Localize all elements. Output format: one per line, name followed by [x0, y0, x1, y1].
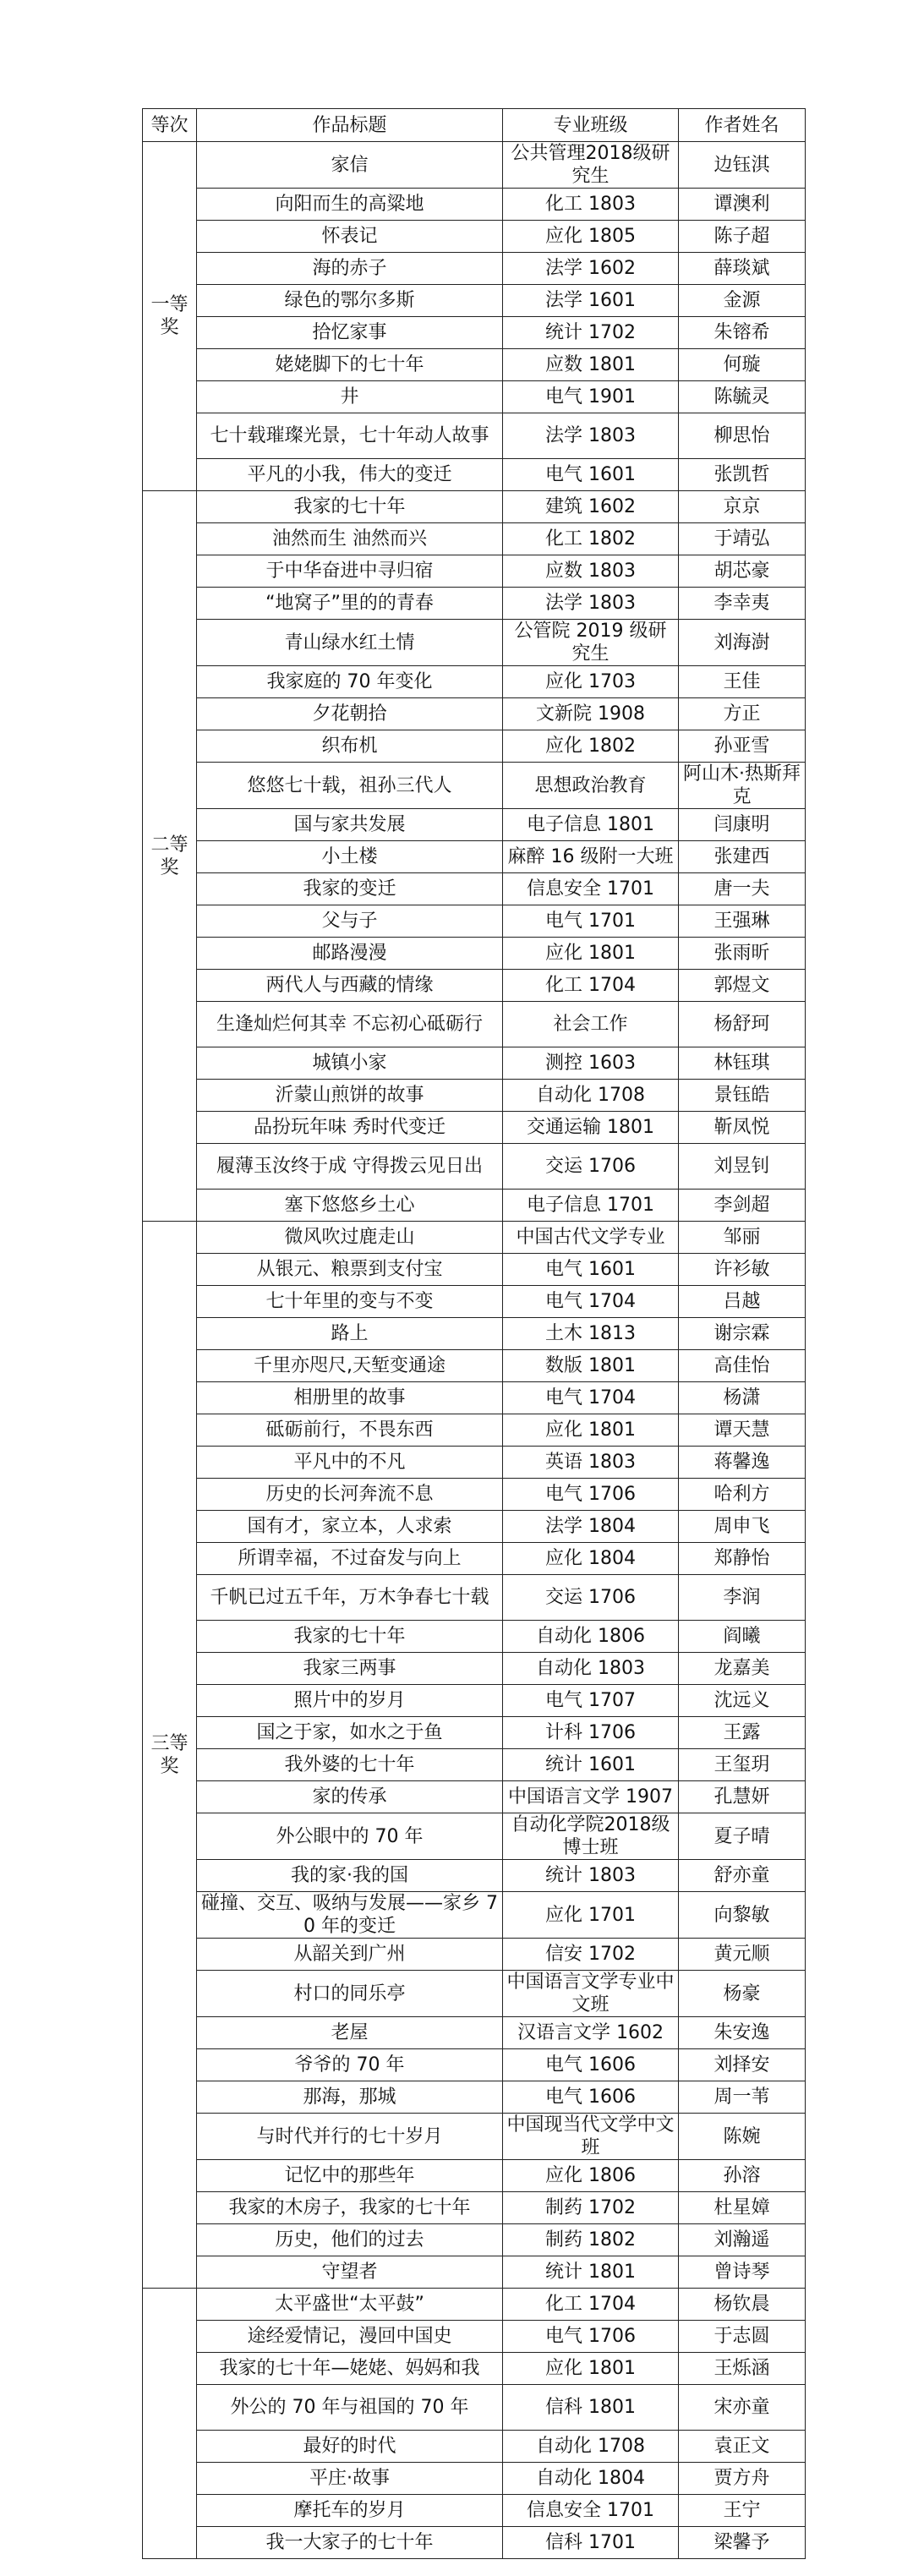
cell-author: 张建西 [679, 841, 806, 873]
cell-author: 曾诗琴 [679, 2256, 806, 2289]
cell-title: 我家的变迁 [197, 873, 503, 905]
cell-class: 电气 1701 [503, 905, 679, 938]
table-row [143, 1447, 806, 1479]
cell-title: 我一大家子的七十年 [197, 2527, 503, 2559]
cell-title: 从银元、粮票到支付宝 [197, 1254, 503, 1286]
cell-author: 杨舒珂 [679, 1002, 806, 1047]
cell-class: 应数 1803 [503, 555, 679, 588]
prize-level-cell: 三等奖 [143, 1222, 197, 2289]
table-row [143, 763, 806, 809]
table-row [143, 2192, 806, 2224]
award-table [142, 108, 806, 2559]
table-row [143, 2224, 806, 2256]
table-row [143, 2114, 806, 2160]
header-class: 专业班级 [503, 109, 679, 142]
table-row [143, 1860, 806, 1892]
cell-title: 品扮玩年味 秀时代变迁 [197, 1112, 503, 1144]
cell-author: 刘择安 [679, 2049, 806, 2081]
cell-author: 杨潇 [679, 1382, 806, 1414]
cell-class: 英语 1803 [503, 1447, 679, 1479]
cell-class: 电气 1606 [503, 2081, 679, 2114]
cell-author: 阎曦 [679, 1621, 806, 1653]
table-row [143, 1621, 806, 1653]
table-row [143, 970, 806, 1002]
cell-title: 最好的时代 [197, 2431, 503, 2463]
cell-class: 应化 1801 [503, 1414, 679, 1447]
table-row [143, 1222, 806, 1254]
cell-author: 金源 [679, 285, 806, 317]
table-row [143, 1144, 806, 1190]
cell-title: 所谓幸福，不过奋发与向上 [197, 1543, 503, 1575]
table-row [143, 1318, 806, 1350]
cell-title: 国之于家，如水之于鱼 [197, 1717, 503, 1749]
cell-title: 向阳而生的高粱地 [197, 189, 503, 221]
cell-title: 织布机 [197, 730, 503, 763]
cell-title: 油然而生 油然而兴 [197, 523, 503, 555]
cell-class: 中国语言文学专业中文班 [503, 1971, 679, 2017]
cell-class: 应化 1703 [503, 666, 679, 698]
table-row [143, 1939, 806, 1971]
cell-title: 外公的 70 年与祖国的 70 年 [197, 2385, 503, 2431]
cell-class: 法学 1601 [503, 285, 679, 317]
cell-title: 微风吹过鹿走山 [197, 1222, 503, 1254]
cell-class: 交通运输 1801 [503, 1112, 679, 1144]
cell-class: 法学 1803 [503, 413, 679, 459]
cell-author: 王露 [679, 1717, 806, 1749]
cell-title: 相册里的故事 [197, 1382, 503, 1414]
table-row [143, 809, 806, 841]
cell-title: 千帆已过五千年，万木争春七十载 [197, 1575, 503, 1621]
cell-author: 王强琳 [679, 905, 806, 938]
cell-author: 高佳怡 [679, 1350, 806, 1382]
cell-class: 制药 1802 [503, 2224, 679, 2256]
table-row [143, 2385, 806, 2431]
table-row [143, 1781, 806, 1813]
table-row [143, 1002, 806, 1047]
cell-author: 王玺玥 [679, 1749, 806, 1781]
cell-title: 我家的七十年 [197, 1621, 503, 1653]
cell-title: 记忆中的那些年 [197, 2160, 503, 2192]
cell-author: 王宁 [679, 2495, 806, 2527]
table-row [143, 1350, 806, 1382]
cell-class: 自动化 1806 [503, 1621, 679, 1653]
cell-author: 于志圆 [679, 2321, 806, 2353]
cell-author: 杨钦晨 [679, 2289, 806, 2321]
cell-title: 国有才，家立本，人求索 [197, 1511, 503, 1543]
table-row [143, 555, 806, 588]
cell-author: 黄元顺 [679, 1939, 806, 1971]
cell-author: 景钰皓 [679, 1080, 806, 1112]
cell-class: 应数 1801 [503, 349, 679, 381]
cell-class: 电气 1707 [503, 1685, 679, 1717]
cell-title: 我家的七十年 [197, 491, 503, 523]
cell-class: 自动化 1708 [503, 2431, 679, 2463]
cell-author: 宋亦童 [679, 2385, 806, 2431]
cell-class: 统计 1601 [503, 1749, 679, 1781]
table-row [143, 1653, 806, 1685]
table-row [143, 459, 806, 491]
table-row [143, 142, 806, 189]
header-title: 作品标题 [197, 109, 503, 142]
cell-class: 中国语言文学 1907 [503, 1781, 679, 1813]
cell-title: 千里亦咫尺,天堑变通途 [197, 1350, 503, 1382]
table-row [143, 1543, 806, 1575]
cell-class: 电气 1601 [503, 1254, 679, 1286]
cell-class: 信科 1701 [503, 2527, 679, 2559]
cell-title: 海的赤子 [197, 253, 503, 285]
table-row [143, 730, 806, 763]
cell-author: 薛琰斌 [679, 253, 806, 285]
cell-author: 张凯哲 [679, 459, 806, 491]
cell-author: 李幸夷 [679, 588, 806, 620]
cell-class: 麻醉 16 级附一大班 [503, 841, 679, 873]
table-row [143, 2160, 806, 2192]
cell-class: 信息安全 1701 [503, 873, 679, 905]
cell-title: 砥砺前行，不畏东西 [197, 1414, 503, 1447]
cell-title: 平凡的小我，伟大的变迁 [197, 459, 503, 491]
cell-author: 郭煜文 [679, 970, 806, 1002]
cell-class: 应化 1801 [503, 2353, 679, 2385]
cell-class: 计科 1706 [503, 1717, 679, 1749]
cell-class: 交运 1706 [503, 1144, 679, 1190]
cell-title: 我家的七十年—姥姥、妈妈和我 [197, 2353, 503, 2385]
cell-author: 杜星嫜 [679, 2192, 806, 2224]
cell-title: 邮路漫漫 [197, 938, 503, 970]
cell-author: 周申飞 [679, 1511, 806, 1543]
cell-class: 应化 1701 [503, 1892, 679, 1939]
table-body [143, 142, 806, 2559]
cell-class: 信科 1801 [503, 2385, 679, 2431]
table-row [143, 253, 806, 285]
cell-title: 国与家共发展 [197, 809, 503, 841]
table-row [143, 1685, 806, 1717]
cell-class: 自动化 1708 [503, 1080, 679, 1112]
cell-author: 李剑超 [679, 1190, 806, 1222]
table-row [143, 1112, 806, 1144]
table-row [143, 2321, 806, 2353]
cell-author: 贾方舟 [679, 2463, 806, 2495]
cell-class: 电子信息 1801 [503, 809, 679, 841]
cell-title: 外公眼中的 70 年 [197, 1813, 503, 1860]
cell-class: 化工 1704 [503, 970, 679, 1002]
cell-author: 陈子超 [679, 221, 806, 253]
cell-class: 电子信息 1701 [503, 1190, 679, 1222]
table-row [143, 620, 806, 666]
table-row [143, 285, 806, 317]
cell-class: 信息安全 1701 [503, 2495, 679, 2527]
cell-class: 社会工作 [503, 1002, 679, 1047]
cell-class: 土木 1813 [503, 1318, 679, 1350]
cell-author: 夏子晴 [679, 1813, 806, 1860]
cell-class: 测控 1603 [503, 1047, 679, 1080]
cell-author: 朱安逸 [679, 2017, 806, 2049]
cell-author: 刘海澍 [679, 620, 806, 666]
prize-level-cell: 一等奖 [143, 142, 197, 491]
cell-author: 柳思怡 [679, 413, 806, 459]
cell-title: 途经爱情记，漫回中国史 [197, 2321, 503, 2353]
cell-author: 闫康明 [679, 809, 806, 841]
cell-class: 自动化学院2018级博士班 [503, 1813, 679, 1860]
prize-level-cell [143, 2289, 197, 2559]
cell-title: 夕花朝拾 [197, 698, 503, 730]
cell-class: 思想政治教育 [503, 763, 679, 809]
cell-title: 我家的木房子，我家的七十年 [197, 2192, 503, 2224]
cell-title: 父与子 [197, 905, 503, 938]
table-row [143, 1813, 806, 1860]
cell-class: 化工 1803 [503, 189, 679, 221]
cell-class: 统计 1803 [503, 1860, 679, 1892]
cell-author: 谢宗霖 [679, 1318, 806, 1350]
table-row [143, 189, 806, 221]
cell-title: 那海，那城 [197, 2081, 503, 2114]
cell-author: 刘昱钊 [679, 1144, 806, 1190]
cell-author: 何璇 [679, 349, 806, 381]
cell-author: 方正 [679, 698, 806, 730]
cell-title: 井 [197, 381, 503, 413]
header-author: 作者姓名 [679, 109, 806, 142]
cell-title: 守望者 [197, 2256, 503, 2289]
cell-title: 怀表记 [197, 221, 503, 253]
cell-author: 吕越 [679, 1286, 806, 1318]
cell-title: 家信 [197, 142, 503, 189]
table-row [143, 2081, 806, 2114]
table-row [143, 1414, 806, 1447]
cell-author: 王佳 [679, 666, 806, 698]
table-row [143, 873, 806, 905]
cell-title: 七十载璀璨光景，七十年动人故事 [197, 413, 503, 459]
table-row [143, 2289, 806, 2321]
table-row [143, 1382, 806, 1414]
cell-author: 孔慧妍 [679, 1781, 806, 1813]
cell-author: 袁正文 [679, 2431, 806, 2463]
cell-author: 张雨昕 [679, 938, 806, 970]
cell-author: 朱镕希 [679, 317, 806, 349]
table-row [143, 1479, 806, 1511]
cell-title: 青山绿水红土情 [197, 620, 503, 666]
cell-author: 邹丽 [679, 1222, 806, 1254]
cell-author: 胡芯豪 [679, 555, 806, 588]
table-row [143, 1286, 806, 1318]
table-row [143, 938, 806, 970]
cell-class: 电气 1901 [503, 381, 679, 413]
table-row [143, 2353, 806, 2385]
table-row [143, 841, 806, 873]
cell-class: 电气 1706 [503, 1479, 679, 1511]
cell-class: 应化 1804 [503, 1543, 679, 1575]
table-row [143, 491, 806, 523]
cell-author: 郑静怡 [679, 1543, 806, 1575]
table-row [143, 588, 806, 620]
table-row [143, 221, 806, 253]
cell-title: 我家庭的 70 年变化 [197, 666, 503, 698]
cell-class: 法学 1803 [503, 588, 679, 620]
cell-author: 李润 [679, 1575, 806, 1621]
cell-title: 拾忆家事 [197, 317, 503, 349]
cell-author: 京京 [679, 491, 806, 523]
cell-title: 爷爷的 70 年 [197, 2049, 503, 2081]
cell-author: 谭天慧 [679, 1414, 806, 1447]
cell-class: 文新院 1908 [503, 698, 679, 730]
cell-class: 信安 1702 [503, 1939, 679, 1971]
table-row [143, 2431, 806, 2463]
cell-author: 杨豪 [679, 1971, 806, 2017]
table-row [143, 1892, 806, 1939]
cell-title: 我外婆的七十年 [197, 1749, 503, 1781]
cell-class: 应化 1805 [503, 221, 679, 253]
table-row [143, 1575, 806, 1621]
table-row [143, 1971, 806, 2017]
cell-title: 生逢灿烂何其幸 不忘初心砥砺行 [197, 1002, 503, 1047]
table-row [143, 698, 806, 730]
cell-title: 悠悠七十载，祖孙三代人 [197, 763, 503, 809]
table-row [143, 905, 806, 938]
table-row [143, 2495, 806, 2527]
table-row [143, 1511, 806, 1543]
cell-class: 应化 1802 [503, 730, 679, 763]
cell-title: 家的传承 [197, 1781, 503, 1813]
cell-author: 梁馨予 [679, 2527, 806, 2559]
cell-title: 摩托车的岁月 [197, 2495, 503, 2527]
cell-author: 周一苇 [679, 2081, 806, 2114]
cell-title: 小土楼 [197, 841, 503, 873]
cell-title: 平庄·故事 [197, 2463, 503, 2495]
table-row [143, 1749, 806, 1781]
table-row [143, 666, 806, 698]
header-row [143, 109, 806, 142]
table-row [143, 1080, 806, 1112]
cell-title: “地窝子”里的的青春 [197, 588, 503, 620]
cell-title: 从韶关到广州 [197, 1939, 503, 1971]
cell-class: 交运 1706 [503, 1575, 679, 1621]
table-row [143, 1047, 806, 1080]
header-rank: 等次 [143, 109, 197, 142]
table-row [143, 2463, 806, 2495]
cell-class: 电气 1601 [503, 459, 679, 491]
cell-class: 电气 1704 [503, 1286, 679, 1318]
cell-author: 沈远义 [679, 1685, 806, 1717]
cell-class: 制药 1702 [503, 2192, 679, 2224]
prize-level-cell: 二等奖 [143, 491, 197, 1222]
cell-title: 城镇小家 [197, 1047, 503, 1080]
cell-title: 绿色的鄂尔多斯 [197, 285, 503, 317]
table-row [143, 2017, 806, 2049]
cell-class: 法学 1804 [503, 1511, 679, 1543]
table-row [143, 1717, 806, 1749]
table-row [143, 349, 806, 381]
cell-title: 碰撞、交互、吸纳与发展——家乡 70 年的变迁 [197, 1892, 503, 1939]
cell-class: 应化 1806 [503, 2160, 679, 2192]
cell-title: 历史，他们的过去 [197, 2224, 503, 2256]
cell-class: 统计 1702 [503, 317, 679, 349]
cell-author: 向黎敏 [679, 1892, 806, 1939]
cell-title: 照片中的岁月 [197, 1685, 503, 1717]
cell-class: 建筑 1602 [503, 491, 679, 523]
cell-class: 化工 1704 [503, 2289, 679, 2321]
cell-class: 数版 1801 [503, 1350, 679, 1382]
cell-author: 陈婉 [679, 2114, 806, 2160]
cell-title: 太平盛世“太平鼓” [197, 2289, 503, 2321]
cell-class: 自动化 1804 [503, 2463, 679, 2495]
cell-class: 法学 1602 [503, 253, 679, 285]
cell-title: 老屋 [197, 2017, 503, 2049]
cell-title: 我家三两事 [197, 1653, 503, 1685]
cell-author: 靳凤悦 [679, 1112, 806, 1144]
cell-author: 唐一夫 [679, 873, 806, 905]
cell-title: 两代人与西藏的情缘 [197, 970, 503, 1002]
cell-author: 王烁涵 [679, 2353, 806, 2385]
table-row [143, 317, 806, 349]
cell-title: 村口的同乐亭 [197, 1971, 503, 2017]
cell-author: 陈毓灵 [679, 381, 806, 413]
cell-title: 与时代并行的七十岁月 [197, 2114, 503, 2160]
cell-title: 姥姥脚下的七十年 [197, 349, 503, 381]
cell-author: 许衫敏 [679, 1254, 806, 1286]
cell-author: 边钰淇 [679, 142, 806, 189]
cell-title: 路上 [197, 1318, 503, 1350]
cell-class: 电气 1706 [503, 2321, 679, 2353]
cell-class: 应化 1801 [503, 938, 679, 970]
cell-class: 汉语言文学 1602 [503, 2017, 679, 2049]
cell-title: 于中华奋进中寻归宿 [197, 555, 503, 588]
table-row [143, 381, 806, 413]
table-row [143, 413, 806, 459]
cell-author: 刘瀚遥 [679, 2224, 806, 2256]
cell-title: 沂蒙山煎饼的故事 [197, 1080, 503, 1112]
table-row [143, 2527, 806, 2559]
cell-class: 公管院 2019 级研究生 [503, 620, 679, 666]
table-row [143, 2049, 806, 2081]
cell-author: 孙亚雪 [679, 730, 806, 763]
cell-author: 舒亦童 [679, 1860, 806, 1892]
cell-author: 林钰琪 [679, 1047, 806, 1080]
table-row [143, 523, 806, 555]
cell-class: 中国现当代文学中文班 [503, 2114, 679, 2160]
cell-title: 履薄玉汝终于成 守得拨云见日出 [197, 1144, 503, 1190]
table-row [143, 2256, 806, 2289]
cell-author: 孙溶 [679, 2160, 806, 2192]
cell-author: 龙嘉美 [679, 1653, 806, 1685]
table-row [143, 1190, 806, 1222]
cell-author: 蒋馨逸 [679, 1447, 806, 1479]
cell-author: 谭澳利 [679, 189, 806, 221]
cell-class: 电气 1704 [503, 1382, 679, 1414]
cell-class: 电气 1606 [503, 2049, 679, 2081]
cell-title: 平凡中的不凡 [197, 1447, 503, 1479]
cell-author: 于靖弘 [679, 523, 806, 555]
cell-class: 自动化 1803 [503, 1653, 679, 1685]
cell-class: 公共管理2018级研究生 [503, 142, 679, 189]
cell-title: 我的家·我的国 [197, 1860, 503, 1892]
cell-title: 塞下悠悠乡土心 [197, 1190, 503, 1222]
cell-title: 七十年里的变与不变 [197, 1286, 503, 1318]
cell-author: 哈利方 [679, 1479, 806, 1511]
cell-class: 统计 1801 [503, 2256, 679, 2289]
cell-class: 化工 1802 [503, 523, 679, 555]
table-row [143, 1254, 806, 1286]
cell-class: 中国古代文学专业 [503, 1222, 679, 1254]
cell-author: 阿山木·热斯拜克 [679, 763, 806, 809]
cell-title: 历史的长河奔流不息 [197, 1479, 503, 1511]
